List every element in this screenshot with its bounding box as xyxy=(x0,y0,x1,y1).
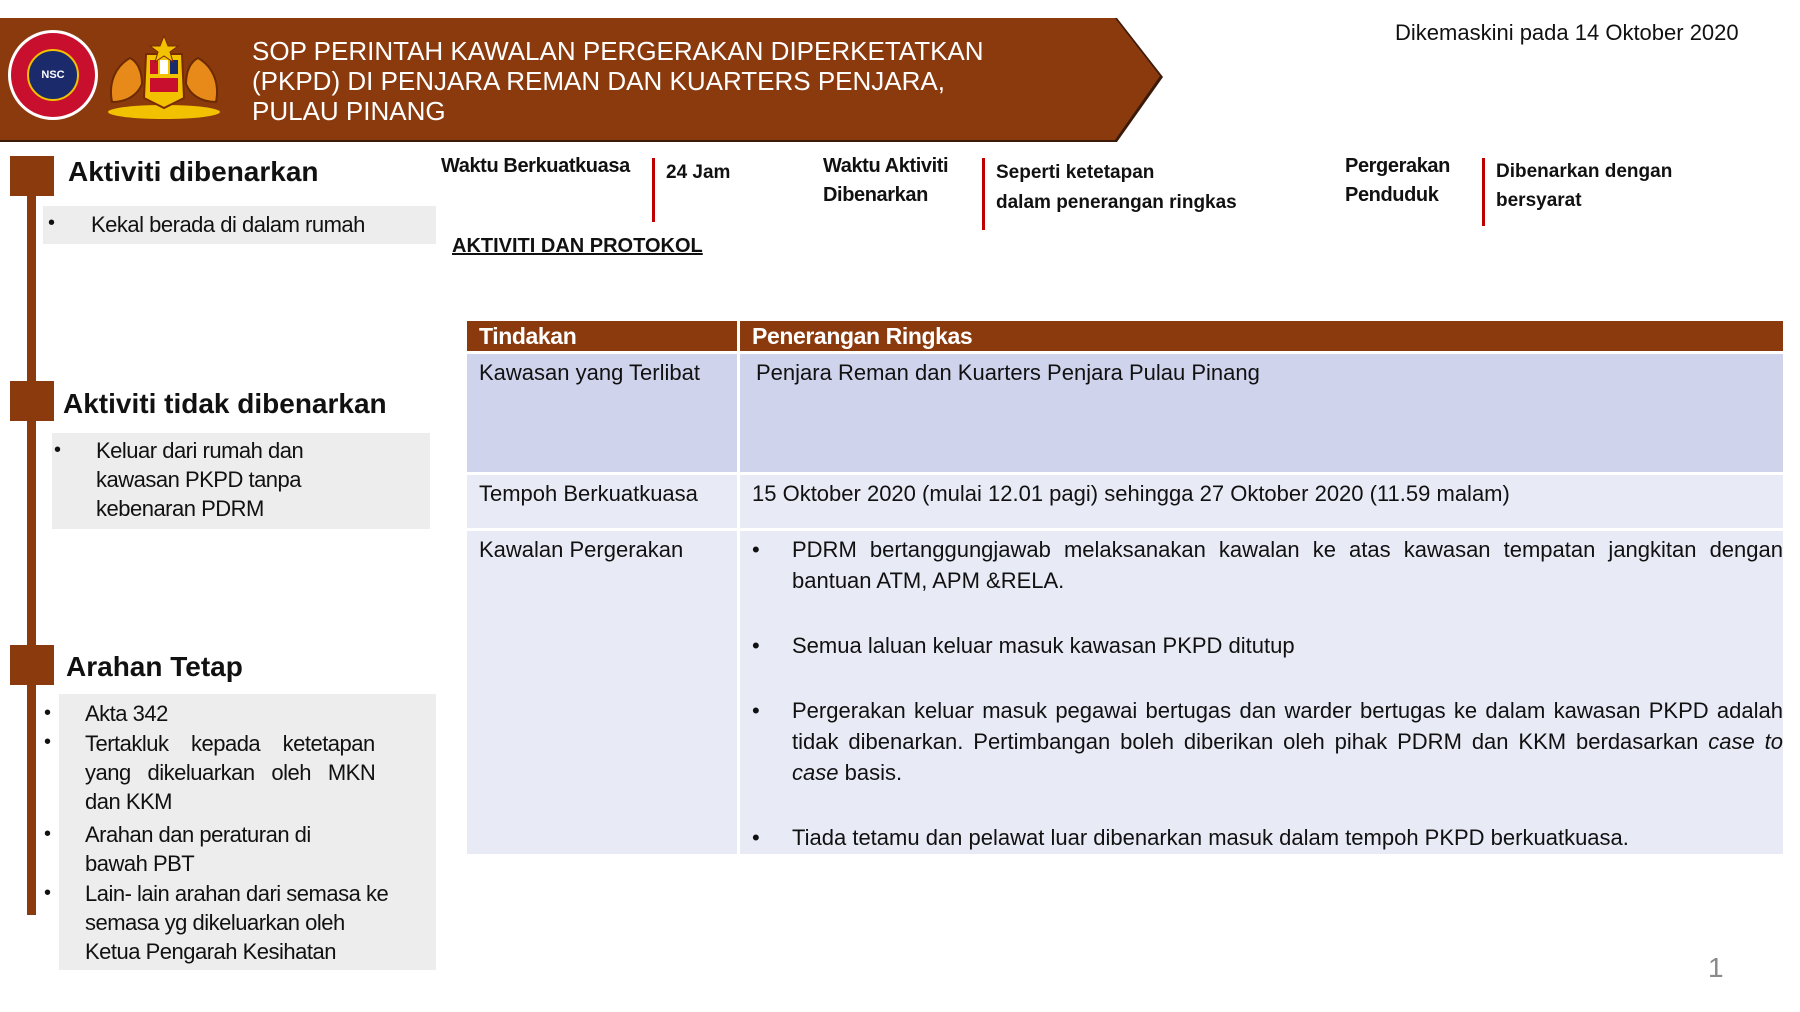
table-header-tindakan: Tindakan xyxy=(467,321,737,351)
standing-item-4-line-1: Lain- lain arahan dari semasa ke xyxy=(85,881,389,906)
title-line-2: (PKPD) DI PENJARA REMAN DAN KUARTERS PENJARA, xyxy=(252,66,945,96)
standing-item-3-line-1: Arahan dan peraturan di xyxy=(85,822,311,847)
standing-item-4-line-3: Ketua Pengarah Kesihatan xyxy=(85,939,336,964)
divider xyxy=(1482,158,1485,226)
bullet: • xyxy=(44,702,52,724)
allowed-item: Kekal berada di dalam rumah xyxy=(91,212,365,237)
pergerakan-value-line-2: bersyarat xyxy=(1496,190,1582,211)
not-allowed-box xyxy=(52,433,430,529)
point-2: Semua laluan keluar masuk kawasan PKPD ditutup xyxy=(792,633,1295,658)
not-allowed-line-1: Keluar dari rumah dan xyxy=(96,438,304,463)
not-allowed-heading: Aktiviti tidak dibenarkan xyxy=(63,388,387,419)
point-3 xyxy=(788,695,1783,788)
table-row-2-text: 15 Oktober 2020 (mulai 12.01 pagi) sehingga 27 Oktober 2020 (11.59 malam) xyxy=(740,475,1783,528)
standing-item-1-line-1: Akta 342 xyxy=(85,701,168,726)
bullet: • xyxy=(752,825,760,850)
page-number: 1 xyxy=(1708,952,1724,983)
point-3-tail: basis. xyxy=(838,760,903,785)
standing-item-2-line-2: yang dikeluarkan oleh MKN xyxy=(85,760,376,785)
allowed-box xyxy=(43,206,436,244)
nsc-logo xyxy=(8,30,98,120)
table-row-1-label: Kawasan yang Terlibat xyxy=(467,354,737,472)
divider xyxy=(652,158,655,222)
pergerakan-value-line-1: Dibenarkan dengan xyxy=(1496,161,1673,182)
protocol-heading: AKTIVITI DAN PROTOKOL xyxy=(452,235,703,257)
standing-heading: Arahan Tetap xyxy=(66,651,243,682)
bullet: • xyxy=(752,698,760,723)
point-3-text: Pergerakan keluar masuk pegawai bertugas dan warder bertugas ke dalam kawasan PKPD adalah tidak dibenarkan. Pertimbangan boleh diberikan oleh pihak PDRM dan KKM berdasarkan xyxy=(792,698,1783,754)
waktu-aktiviti-value-line-1: Seperti ketetapan xyxy=(996,162,1155,183)
bullet: • xyxy=(44,823,52,845)
waktu-aktiviti-label-line-2: Dibenarkan xyxy=(823,184,928,206)
bullet: • xyxy=(44,882,52,904)
pergerakan-label-line-1: Pergerakan xyxy=(1345,155,1450,177)
page-title xyxy=(252,36,1092,126)
timeline-marker-allowed xyxy=(10,156,54,196)
updated-date: Dikemaskini pada 14 Oktober 2020 xyxy=(1395,20,1739,45)
title-line-3: PULAU PINANG xyxy=(252,96,446,126)
waktu-aktiviti-value-line-2: dalam penerangan ringkas xyxy=(996,192,1237,213)
timeline-marker-standing xyxy=(10,645,54,685)
not-allowed-line-2: kawasan PKPD tanpa xyxy=(96,467,302,492)
table-header-penerangan: Penerangan Ringkas xyxy=(740,321,1783,351)
point-3-italic: case to case xyxy=(792,729,1783,785)
bullet: • xyxy=(752,633,760,658)
standing-item-4-line-2: semasa yg dikeluarkan oleh xyxy=(85,910,345,935)
bullet: • xyxy=(48,212,56,234)
point-4: Tiada tetamu dan pelawat luar dibenarkan masuk dalam tempoh PKPD berkuatkuasa. xyxy=(792,825,1629,850)
point-1: PDRM bertanggungjawab melaksanakan kawalan ke atas kawasan tempatan jangkitan dengan bantuan ATM, APM &RELA. xyxy=(792,537,1783,593)
table-row-1-text: Penjara Reman dan Kuarters Penjara Pulau Pinang xyxy=(740,354,1783,472)
timeline-line xyxy=(27,160,36,915)
waktu-aktiviti-label-line-1: Waktu Aktiviti xyxy=(823,155,949,177)
table-row-2-label: Tempoh Berkuatkuasa xyxy=(467,475,737,528)
table-row-3-points xyxy=(740,531,1783,854)
table-row-3-label: Kawalan Pergerakan xyxy=(467,531,737,854)
standing-item-3-line-2: bawah PBT xyxy=(85,851,195,876)
allowed-heading: Aktiviti dibenarkan xyxy=(68,156,319,187)
standing-item-2-line-1: Tertakluk kepada ketetapan xyxy=(85,731,375,756)
divider xyxy=(982,158,985,230)
waktu-berkuatkuasa-label: Waktu Berkuatkuasa xyxy=(441,155,630,177)
waktu-berkuatkuasa-value: 24 Jam xyxy=(666,162,731,183)
nsc-logo-text: NSC xyxy=(27,49,79,101)
bullet: • xyxy=(752,537,760,562)
not-allowed-line-3: kebenaran PDRM xyxy=(96,496,264,521)
title-line-1: SOP PERINTAH KAWALAN PERGERAKAN DIPERKETATKAN xyxy=(252,36,984,66)
standing-item-2-line-3: dan KKM xyxy=(85,789,172,814)
malaysia-coat-of-arms-logo xyxy=(102,32,226,120)
timeline-marker-not-allowed xyxy=(10,381,54,421)
bullet: • xyxy=(44,731,52,753)
bullet: • xyxy=(54,439,62,461)
pergerakan-label-line-2: Penduduk xyxy=(1345,184,1439,206)
